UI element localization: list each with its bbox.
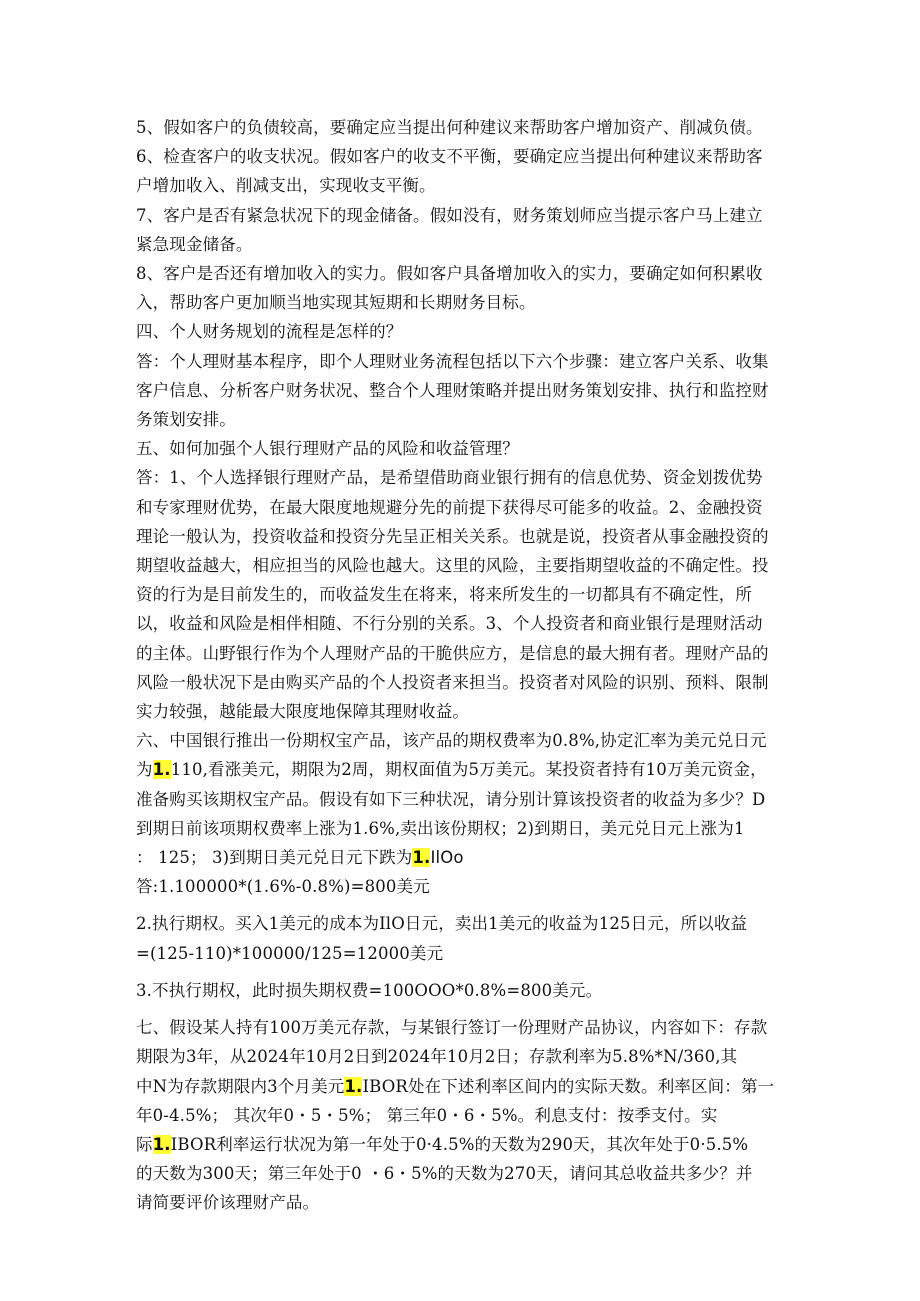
text-run: 为: [136, 760, 153, 780]
question-six-line: 准备购买该期权宝产品。假设有如下三种状况，请分别计算该投资者的收益为多少？D: [136, 789, 766, 809]
text-run: 际: [136, 1134, 153, 1154]
highlight-mark: 1.: [152, 1134, 171, 1154]
text-line: 和专家理财优势，在最大限度地规避分先的前提下获得尽可能多的收益。2、金融投资: [136, 497, 763, 517]
text-run: 110,看涨美元，期限为2周，期权面值为5万美元。某投资者持有10万美元资金，: [170, 760, 767, 780]
question-seven-line: [136, 1072, 788, 1101]
text-line: 5、假如客户的负债较高，要确定应当提出何种建议来帮助客户增加资产、削减负债。: [136, 118, 763, 137]
text-line: 答：1、个人选择银行理财产品，是希望借助商业银行拥有的信息优势、资金划拨优势: [136, 468, 763, 488]
text-line: 的主体。山野银行作为个人理财产品的干脆供应方，是信息的最大拥有者。理财产品的: [136, 643, 769, 663]
answer-one: 答:1.100000*(1.6%-0.8%)=800美元: [136, 877, 430, 897]
text-line: 客户信息、分析客户财务状况、整合个人理财策略并提出财务策划安排、执行和监控财: [136, 380, 769, 400]
text-line: 户增加收入、削减支出，实现收支平衡。: [136, 176, 436, 196]
text-line: 期望收益越大，相应担当的风险也越大。这里的风险，主要指期望收益的不确定性。投: [136, 556, 769, 576]
question-seven-line: [136, 1130, 788, 1159]
text-line: 实力较强，越能最大限度地保障其理财收益。: [136, 702, 469, 722]
text-run: IBOR利率运行状况为第一年处于0·4.5%的天数为290天，其次年处于0·5.5%: [170, 1134, 749, 1154]
text-line: 务策划安排。: [136, 410, 236, 430]
text-line: 6、检查客户的收支状况。假如客户的收支不平衡，要确定应当提出何种建议来帮助客: [136, 147, 763, 167]
text-run: ： 125； 3)到期日美元兑日元下跌为: [136, 848, 413, 868]
answer-three: 3.不执行期权，此时损失期权费=100OOO*0.8%=800美元。: [136, 980, 603, 1000]
question-seven-line: 的天数为300天；第三年处于0 ・6・5%的天数为270天，请问其总收益共多少？并: [136, 1164, 753, 1184]
text-run: IBOR处在下述利率区间内的实际天数。利率区间：第一: [362, 1076, 775, 1096]
text-line: 8、客户是否还有增加收入的实力。假如客户具备增加收入的实力，要确定如何积累收: [136, 264, 763, 284]
highlight-mark: 1.: [412, 848, 431, 868]
question-six-line: [136, 755, 788, 784]
question-seven-line: 七、假设某人持有100万美元存款，与某银行签订一份理财产品协议，内容如下：存款: [136, 1018, 768, 1038]
text-run: IlOo: [430, 848, 464, 868]
question-six-line: 六、中国银行推出一份期权宝产品，该产品的期权费率为0.8%,协定汇率为美元兑日元: [136, 731, 767, 751]
section-heading: 五、如何加强个人银行理财产品的风险和收益管理？: [136, 439, 519, 459]
text-line: 答：个人理财基本程序，即个人理财业务流程包括以下六个步骤：建立客户关系、收集: [136, 351, 769, 371]
question-six-line: [136, 843, 788, 872]
question-six-line: 到期日前该项期权费率上涨为1.6%,卖出该份期权；2)到期日，美元兑日元上涨为1: [136, 818, 745, 838]
text-line: 紧急现金储备。: [136, 234, 253, 254]
document-page: [136, 113, 788, 1218]
text-line: 资的行为是目前发生的，而收益发生在将来，将来所发生的一切都具有不确定性，所: [136, 585, 753, 605]
highlight-mark: 1.: [344, 1076, 363, 1096]
question-seven-line: 期限为3年，从2024年10月2日到2024年10月2日；存款利率为5.8%*N/360,其: [136, 1047, 738, 1067]
text-line: 入，帮助客户更加顺当地实现其短期和长期财务目标。: [136, 293, 536, 313]
text-line: 以，收益和风险是相伴相随、不行分别的关系。3、个人投资者和商业银行是理财活动: [136, 614, 763, 634]
answer-two: 2.执行期权。买入1美元的成本为IlO日元，卖出1美元的收益为125日元，所以收益: [136, 914, 748, 934]
section-heading: 四、个人财务规划的流程是怎样的？: [136, 322, 403, 342]
answer-two: =(125-110)*100000/125=12000美元: [136, 943, 444, 963]
question-seven-line: 请简要评价该理财产品。: [136, 1193, 320, 1213]
text-line: 理论一般认为，投资收益和投资分先呈正相关关系。也就是说，投资者从事金融投资的: [136, 526, 769, 546]
text-run: 中N为存款期限内3个月美元: [136, 1076, 345, 1096]
question-seven-line: 年0-4.5%； 其次年0・5・5%； 第三年0・6・5%。利息支付：按季支付。实: [136, 1105, 718, 1125]
highlight-mark: 1.: [152, 760, 171, 780]
text-line: 风险一般状况下是由购买产品的个人投资者来担当。投资者对风险的识别、预料、限制: [136, 672, 769, 692]
text-line: 7、客户是否有紧急状况下的现金储备。假如没有，财务策划师应当提示客户马上建立: [136, 205, 763, 225]
